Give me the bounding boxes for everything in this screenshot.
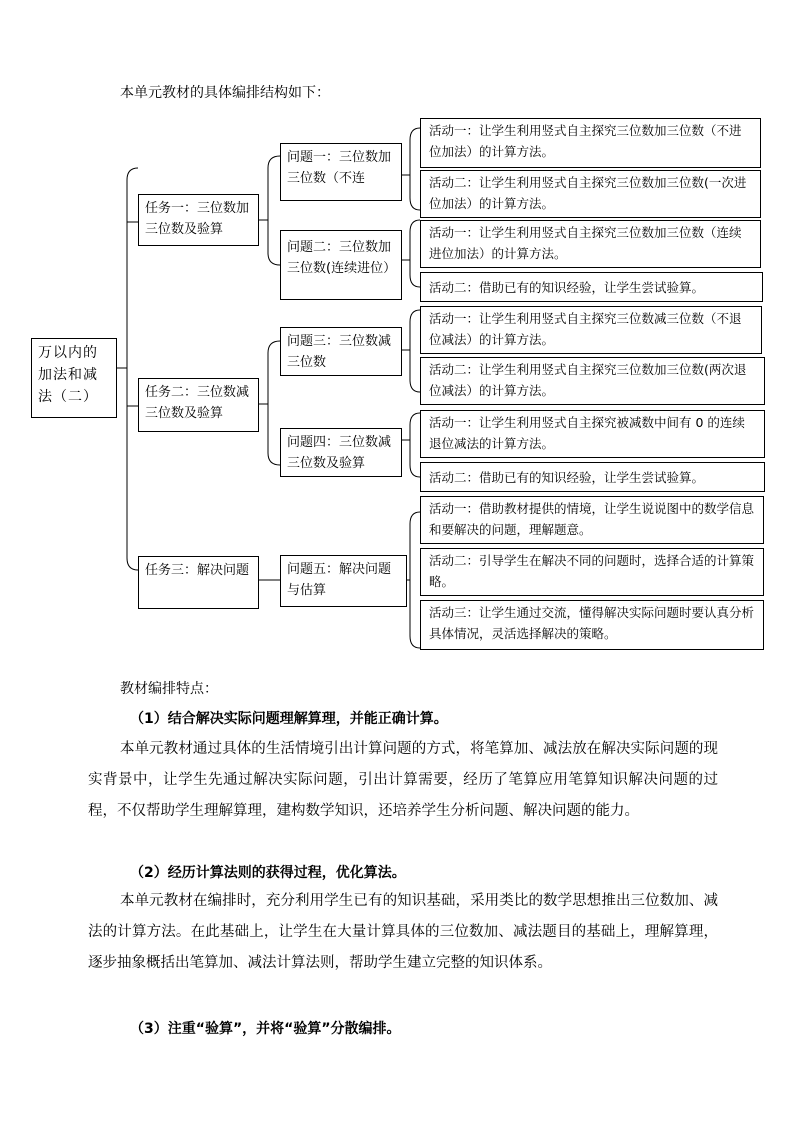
root-node: 万以内的加法和减法（二） bbox=[31, 338, 117, 418]
problem-node-4: 问题四：三位数减三位数及验算 bbox=[280, 428, 402, 477]
problem-node-1: 问题一：三位数加三位数（不连 bbox=[280, 143, 402, 201]
activity-node-6: 活动二：让学生利用竖式自主探究三位数加三位数(两次退位减法）的计算方法。 bbox=[420, 357, 765, 405]
activity-node-3: 活动一：让学生利用竖式自主探究三位数加三位数（连续进位加法）的计算方法。 bbox=[420, 220, 761, 268]
features-heading: 教材编排特点： bbox=[120, 681, 218, 697]
activity-node-2: 活动二：让学生利用竖式自主探究三位数加三位数(一次进位加法）的计算方法。 bbox=[420, 170, 761, 218]
activity-node-1: 活动一：让学生利用竖式自主探究三位数加三位数（不进位加法）的计算方法。 bbox=[420, 118, 761, 168]
activity-node-8: 活动二：借助已有的知识经验，让学生尝试验算。 bbox=[420, 462, 765, 492]
feature-point-1: （1）结合解决实际问题理解算理，并能正确计算。 bbox=[130, 711, 448, 727]
intro-text: 本单元教材的具体编排结构如下： bbox=[120, 85, 330, 101]
feature-paragraph-2: 本单元教材在编排时，充分利用学生已有的知识基础，采用类比的数学思想推出三位数加、减法的计算方法。在此基础上，让学生在大量计算具体的三位数加、减法题目的基础上，理解算理，逐步抽象概括出笔算加、减法计算法则，帮助学生建立完整的知识体系。 bbox=[88, 893, 718, 971]
feature-point-2: （2）经历计算法则的获得过程，优化算法。 bbox=[130, 865, 406, 881]
task-node-3: 任务三：解决问题 bbox=[138, 556, 259, 609]
activity-node-9: 活动一：借助教材提供的情境，让学生说说图中的数学信息和要解决的问题，理解题意。 bbox=[420, 496, 764, 544]
feature-point-3: （3）注重“验算”，并将“验算”分散编排。 bbox=[130, 1021, 401, 1037]
problem-node-5: 问题五：解决问题与估算 bbox=[280, 555, 407, 607]
activity-node-4: 活动二：借助已有的知识经验，让学生尝试验算。 bbox=[420, 272, 763, 302]
task-node-1: 任务一：三位数加三位数及验算 bbox=[138, 194, 259, 246]
activity-node-10: 活动二：引导学生在解决不同的问题时，选择合适的计算策略。 bbox=[420, 548, 764, 596]
problem-node-3: 问题三：三位数减三位数 bbox=[280, 327, 402, 376]
problem-node-2: 问题二：三位数加三位数(连续进位） bbox=[280, 230, 402, 300]
activity-node-11: 活动三：让学生通过交流，懂得解决实际问题时要认真分析具体情况，灵活选择解决的策略。 bbox=[420, 600, 764, 650]
activity-node-7: 活动一：让学生利用竖式自主探究被减数中间有 0 的连续退位减法的计算方法。 bbox=[420, 410, 765, 458]
task-node-2: 任务二：三位数减三位数及验算 bbox=[138, 378, 259, 432]
feature-paragraph-1: 本单元教材通过具体的生活情境引出计算问题的方式，将笔算加、减法放在解决实际问题的现实背景中，让学生先通过解决实际问题，引出计算需要，经历了笔算应用笔算知识解决问题的过程，不仅帮助学生理解算理，建构数学知识，还培养学生分析问题、解决问题的能力。 bbox=[88, 741, 718, 819]
activity-node-5: 活动一：让学生利用竖式自主探究三位数减三位数（不退位减法）的计算方法。 bbox=[420, 306, 762, 354]
